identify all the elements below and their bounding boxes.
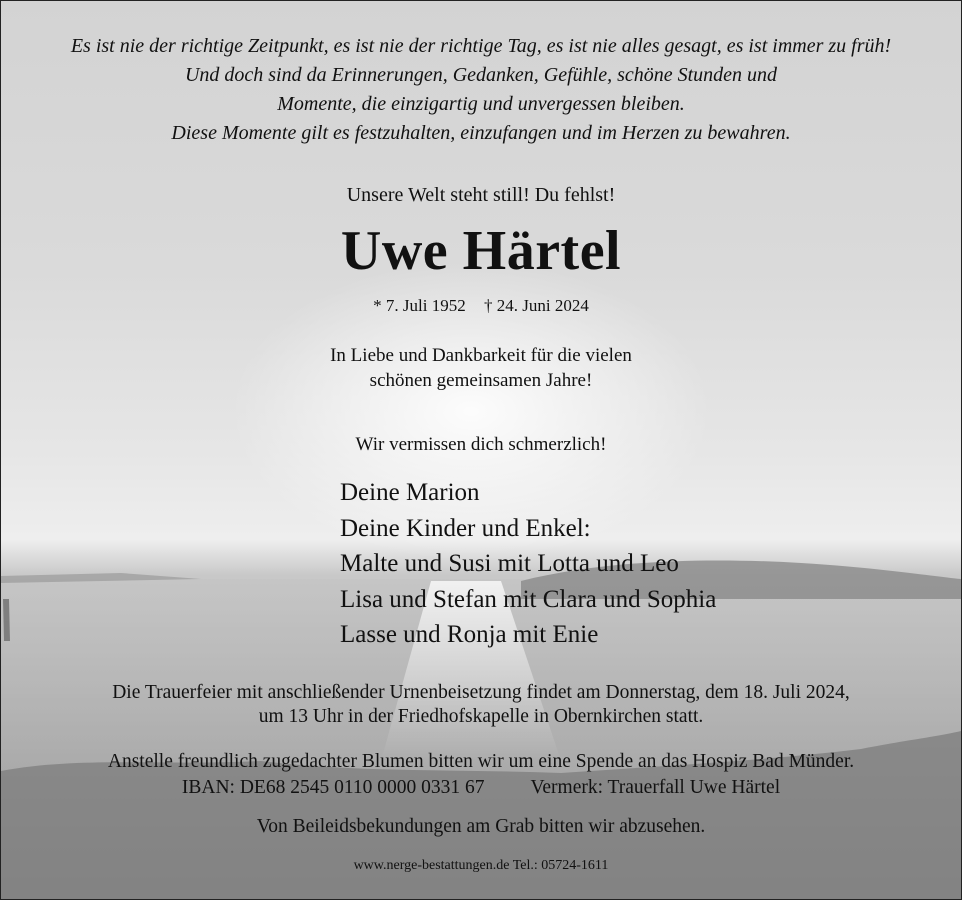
poem-line: Es ist nie der richtige Zeitpunkt, es ist nie der richtige Tag, es ist nie alles gesagt, es ist immer zu früh! bbox=[70, 35, 892, 57]
bank-details bbox=[1, 775, 961, 801]
thanks-line: In Liebe und Dankbarkeit für die vielen bbox=[330, 345, 632, 366]
funeral-service-info bbox=[1, 681, 961, 729]
mourner-line: Lasse und Ronja mit Enie bbox=[340, 621, 599, 648]
donation-info bbox=[1, 749, 961, 801]
thanks-message bbox=[1, 343, 961, 393]
donation-request: Anstelle freundlich zugedachter Blumen bitten wir um eine Spende an das Hospiz Bad Münder. bbox=[107, 751, 855, 772]
deceased-name: Uwe Härtel bbox=[340, 220, 622, 282]
distant-figure bbox=[3, 599, 10, 641]
poem bbox=[1, 32, 961, 148]
service-line: Die Trauerfeier mit anschließender Urnenbeisetzung findet am Donnerstag, dem 18. Juli 2024, bbox=[112, 682, 850, 703]
service-line: um 13 Uhr in der Friedhofskapelle in Obernkirchen statt. bbox=[258, 706, 704, 727]
poem-line: Diese Momente gilt es festzuhalten, einzufangen und im Herzen zu bewahren. bbox=[171, 122, 791, 144]
mourner-line: Malte und Susi mit Lotta und Leo bbox=[340, 550, 679, 577]
poem-line: Und doch sind da Erinnerungen, Gedanken, Gefühle, schöne Stunden und bbox=[184, 64, 778, 86]
mourner-line: Lisa und Stefan mit Clara und Sophia bbox=[340, 585, 717, 613]
thanks-line: schönen gemeinsamen Jahre! bbox=[369, 370, 593, 391]
condolence-note: Von Beileidsbekundungen am Grab bitten wir abzusehen. bbox=[256, 816, 706, 837]
motto: Unsere Welt steht still! Du fehlst! bbox=[346, 184, 616, 206]
mourner-line: Deine Kinder und Enkel: bbox=[340, 514, 591, 542]
mourner-line: Deine Marion bbox=[340, 479, 480, 506]
birth-date: * 7. Juli 1952 bbox=[373, 296, 466, 315]
mourners-list bbox=[340, 475, 716, 653]
miss-message: Wir vermissen dich schmerzlich! bbox=[355, 434, 607, 455]
transfer-reference: Vermerk: Trauerfall Uwe Härtel bbox=[530, 777, 781, 798]
iban: IBAN: DE68 2545 0110 0000 0331 67 bbox=[181, 777, 485, 798]
death-date: † 24. Juni 2024 bbox=[483, 296, 589, 315]
funeral-home-contact: www.nerge-bestattungen.de Tel.: 05724-1611 bbox=[353, 858, 609, 873]
poem-line: Momente, die einzigartig und unvergessen bleiben. bbox=[277, 93, 685, 115]
life-dates bbox=[1, 296, 961, 316]
